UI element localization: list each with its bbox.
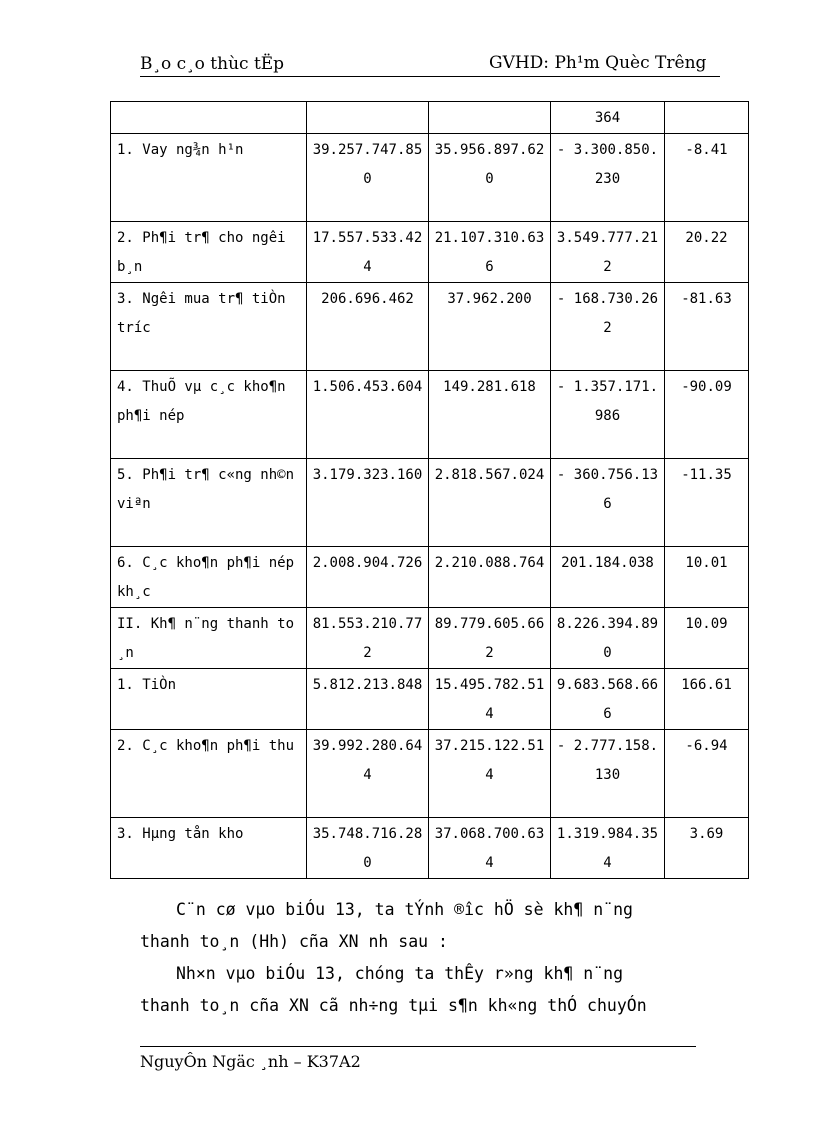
header-supervisor: GVHD: Ph¹m Quèc Trêng: [489, 53, 707, 73]
table-cell-value: 2.210.088.764: [429, 547, 551, 608]
footer-author: NguyÔn Ngäc ¸nh – K37A2: [140, 1052, 361, 1071]
table-cell-label: 6. C¸c kho¶n ph¶i nép kh¸c: [111, 547, 307, 608]
table-cell-value: -90.09: [665, 371, 749, 459]
table-row: [111, 547, 749, 608]
table-cell-value: 3.179.323.160: [307, 459, 429, 547]
table-row: [111, 459, 749, 547]
table-cell-value: 21.107.310.636: [429, 222, 551, 283]
table-cell-value: [429, 102, 551, 134]
table-cell-value: 8.226.394.890: [551, 608, 665, 669]
table-cell-value: 2.008.904.726: [307, 547, 429, 608]
table-row: [111, 283, 749, 371]
table-cell-value: [307, 102, 429, 134]
table-cell-value: 10.09: [665, 608, 749, 669]
table-cell-value: 37.215.122.514: [429, 730, 551, 818]
table-row: [111, 669, 749, 730]
table-cell-label: 5. Ph¶i tr¶ c«ng nh©n viªn: [111, 459, 307, 547]
table-cell-label: II. Kh¶ n¨ng thanh to¸n: [111, 608, 307, 669]
table-cell-value: -6.94: [665, 730, 749, 818]
table-cell-value: 3.69: [665, 818, 749, 879]
table-cell-value: - 1.357.171.986: [551, 371, 665, 459]
table-cell-value: 81.553.210.772: [307, 608, 429, 669]
table-cell-value: [665, 102, 749, 134]
table-cell-value: 39.257.747.850: [307, 134, 429, 222]
table-cell-label: 2. C¸c kho¶n ph¶i thu: [111, 730, 307, 818]
paragraph-line: thanh to¸n (Hh) cña XN nh sau :: [140, 932, 448, 951]
table-cell-value: 1.319.984.354: [551, 818, 665, 879]
table-cell-value: - 168.730.262: [551, 283, 665, 371]
footer-rule: [140, 1046, 696, 1047]
table-cell-value: 166.61: [665, 669, 749, 730]
header-rule: [140, 76, 720, 77]
table-body: [111, 102, 749, 879]
table-cell-value: 89.779.605.662: [429, 608, 551, 669]
table-cell-value: - 2.777.158.130: [551, 730, 665, 818]
table-cell-label: 3. Hµng tån kho: [111, 818, 307, 879]
paragraph-line: Nh×n vµo biÓu 13, chóng ta thÊy r»ng kh¶ n¨ng: [176, 964, 624, 983]
table-cell-label: [111, 102, 307, 134]
table-cell-value: 15.495.782.514: [429, 669, 551, 730]
table-cell-value: -11.35: [665, 459, 749, 547]
table-cell-value: 10.01: [665, 547, 749, 608]
table-cell-value: 206.696.462: [307, 283, 429, 371]
table-cell-value: 39.992.280.644: [307, 730, 429, 818]
table-cell-value: 20.22: [665, 222, 749, 283]
paragraph-line: thanh to¸n cña XN cã nh÷ng tµi s¶n kh«ng thÓ chuyÓn: [140, 996, 647, 1015]
paragraph-line: C¨n cø vµo biÓu 13, ta tÝnh ®îc hÖ sè kh¶ n¨ng: [176, 900, 633, 919]
table-cell-value: 149.281.618: [429, 371, 551, 459]
table-cell-value: - 3.300.850.230: [551, 134, 665, 222]
table-cell-value: -8.41: [665, 134, 749, 222]
financial-table: [110, 101, 749, 879]
table-row: [111, 134, 749, 222]
table-cell-value: 2.818.567.024: [429, 459, 551, 547]
table-cell-value: 364: [551, 102, 665, 134]
table-cell-value: 1.506.453.604: [307, 371, 429, 459]
table-cell-label: 1. Vay ng¾n h¹n: [111, 134, 307, 222]
table-cell-value: 37.068.700.634: [429, 818, 551, 879]
table-cell-value: 201.184.038: [551, 547, 665, 608]
table-cell-value: - 360.756.136: [551, 459, 665, 547]
table-cell-value: 37.962.200: [429, 283, 551, 371]
table-row: [111, 371, 749, 459]
table-cell-label: 3. Ngêi mua tr¶ tiÒn tríc: [111, 283, 307, 371]
table-cell-value: 9.683.568.666: [551, 669, 665, 730]
table-row: [111, 222, 749, 283]
table-cell-value: 35.748.716.280: [307, 818, 429, 879]
header-report-title: B¸o c¸o thùc tËp: [140, 54, 285, 74]
table-cell-value: 3.549.777.212: [551, 222, 665, 283]
table-cell-value: 17.557.533.424: [307, 222, 429, 283]
table-cell-value: 35.956.897.620: [429, 134, 551, 222]
table-cell-label: 1. TiÒn: [111, 669, 307, 730]
table-cell-label: 4. ThuÕ vµ c¸c kho¶n ph¶i nép: [111, 371, 307, 459]
table-row: [111, 608, 749, 669]
table-cell-label: 2. Ph¶i tr¶ cho ngêi b¸n: [111, 222, 307, 283]
table-cell-value: 5.812.213.848: [307, 669, 429, 730]
table-cell-value: -81.63: [665, 283, 749, 371]
table-row: [111, 818, 749, 879]
table-row: [111, 102, 749, 134]
table-row: [111, 730, 749, 818]
